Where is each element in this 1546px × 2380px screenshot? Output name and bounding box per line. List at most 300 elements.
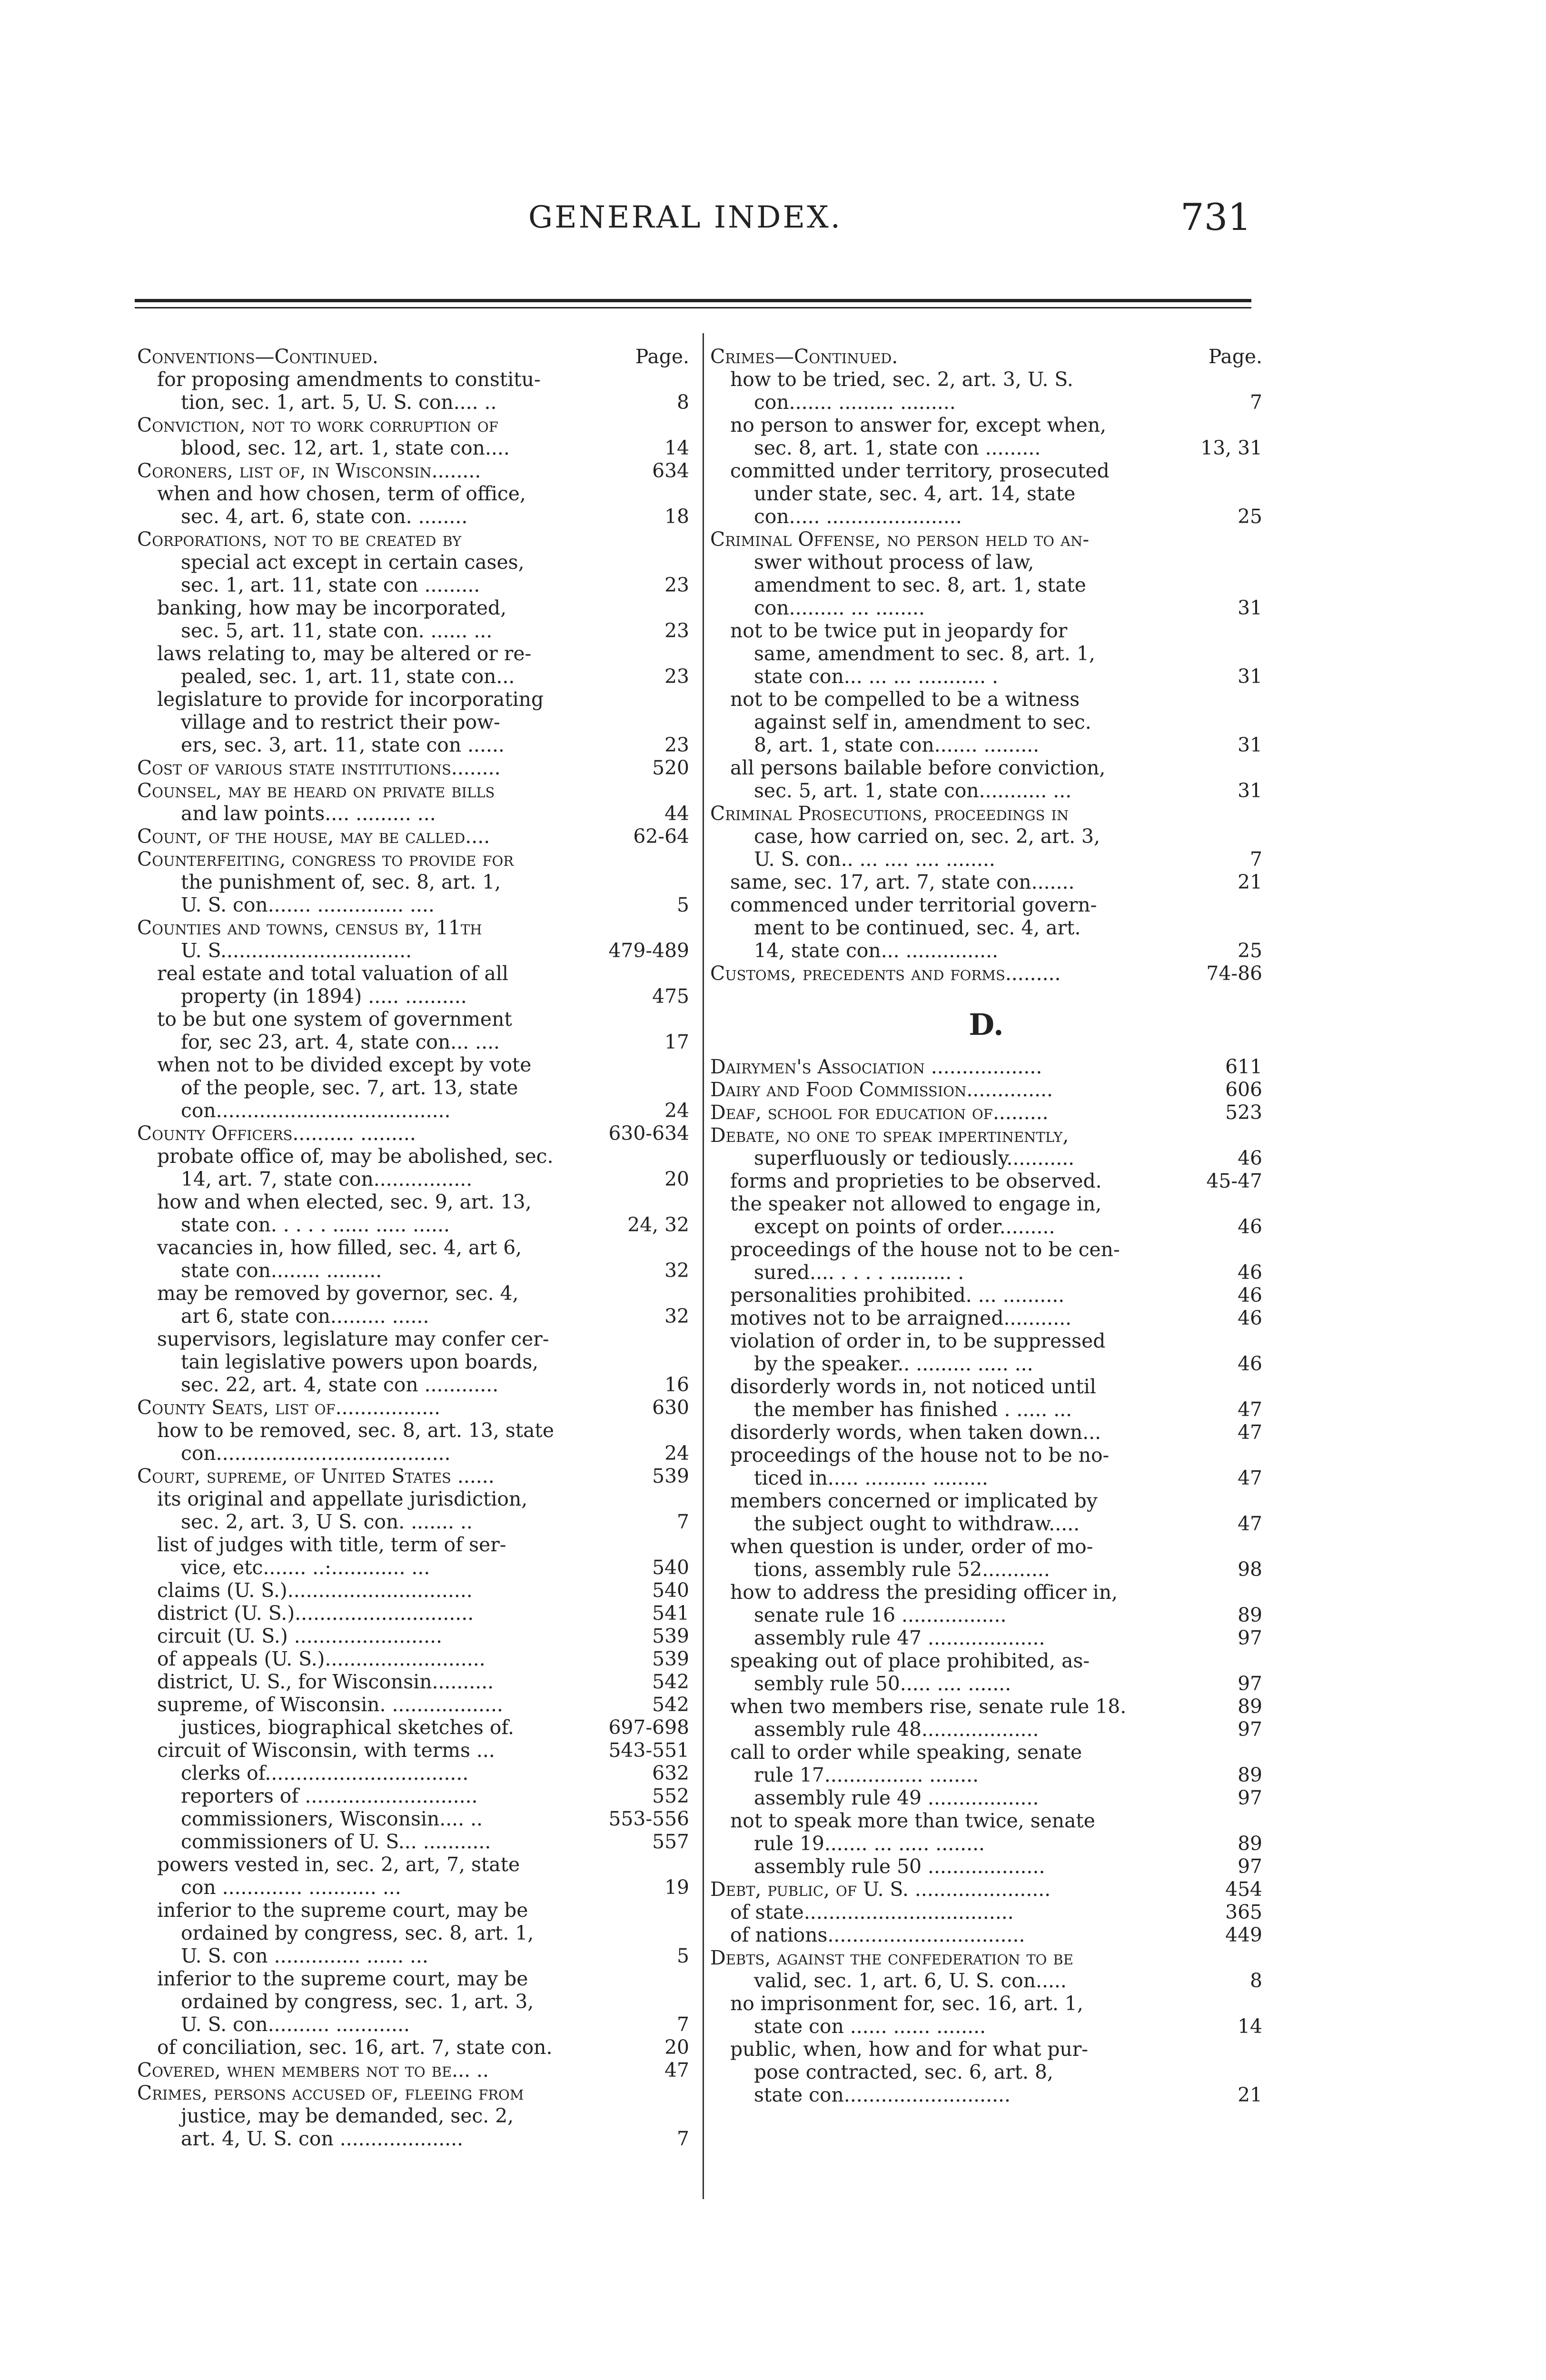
entry-text: Crimes, persons accused of, fleeing from [137, 2082, 524, 2104]
entry-page-number: 89 [1238, 1764, 1262, 1786]
entry-page-number: 365 [1225, 1901, 1262, 1924]
index-subentry [710, 1489, 1262, 1512]
entry-page-number: 98 [1238, 1558, 1262, 1581]
entry-text: rule 19....... ... ..... ........ [754, 1832, 985, 1855]
index-subentry [710, 596, 1262, 619]
index-entry [137, 1396, 689, 1419]
entry-page-number: Page. [1208, 345, 1262, 368]
entry-page-number: 479-489 [608, 939, 689, 962]
entry-text: speaking out of place prohibited, as- [730, 1649, 1090, 1672]
index-subentry [710, 574, 1262, 596]
index-subentry [710, 459, 1262, 482]
index-subentry [137, 1008, 689, 1031]
entry-text: banking, how may be incorporated, [157, 596, 507, 619]
index-subentry [137, 962, 689, 985]
entry-text: list of judges with title, term of ser- [157, 1533, 506, 1556]
index-subentry [710, 893, 1262, 916]
index-subentry [710, 1398, 1262, 1421]
index-entry [137, 756, 689, 779]
index-subentry [137, 939, 689, 962]
entry-text: disorderly words in, not noticed until [730, 1375, 1096, 1398]
entry-page-number: 475 [652, 985, 689, 1008]
entry-text: claims (U. S.).............................. [157, 1579, 473, 1602]
entry-page-number: 540 [652, 1579, 689, 1602]
entry-text: disorderly words, when taken down... [730, 1421, 1101, 1444]
entry-page-number: 5 [677, 893, 689, 916]
entry-text: con...................................... [181, 1099, 451, 1122]
entry-page-number: 46 [1238, 1215, 1262, 1238]
entry-text: U. S. con .............. ...... ... [181, 1944, 428, 1967]
entry-text: sec. 4, art. 6, state con. ........ [181, 505, 468, 528]
entry-text: when two members rise, senate rule 18. [730, 1695, 1127, 1718]
index-subentry [137, 1533, 689, 1556]
entry-text: commissioners, Wisconsin.... .. [181, 1807, 483, 1830]
entry-text: vice, etc....... ..:............ ... [181, 1556, 430, 1579]
entry-page-number: 7 [677, 2127, 689, 2150]
entry-text: may be removed by governor, sec. 4, [157, 1282, 519, 1305]
entry-text: when question is under, order of mo- [730, 1535, 1093, 1558]
entry-page-number: 539 [652, 1625, 689, 1647]
entry-text: commenced under territorial govern- [730, 893, 1097, 916]
entry-page-number: 8 [1250, 1969, 1262, 1992]
index-subentry [710, 1192, 1262, 1215]
entry-text: public, when, how and for what pur- [730, 2038, 1089, 2061]
index-subentry [710, 2061, 1262, 2083]
entry-text: Conventions—Continued. [137, 345, 378, 368]
header-rule-thin [135, 307, 1251, 308]
entry-text: sured.... . . . . .......... . [754, 1261, 964, 1284]
entry-page-number: 46 [1238, 1261, 1262, 1284]
entry-text: Count, of the house, may be called.... [137, 825, 490, 848]
index-subentry [710, 1375, 1262, 1398]
entry-text: sec. 1, art. 11, state con ......... [181, 574, 480, 596]
entry-page-number: 44 [664, 802, 689, 825]
entry-page-number: 18 [664, 505, 689, 528]
index-subentry [710, 1809, 1262, 1832]
entry-text: justice, may be demanded, sec. 2, [181, 2104, 514, 2127]
entry-text: sembly rule 50..... .... ....... [754, 1672, 1011, 1695]
index-subentry [710, 825, 1262, 848]
index-subentry [137, 1625, 689, 1647]
entry-text: all persons bailable before conviction, [730, 756, 1106, 779]
entry-page-number: 31 [1238, 665, 1262, 688]
index-subentry [137, 1282, 689, 1305]
index-entry [710, 962, 1262, 985]
index-subentry [710, 1170, 1262, 1192]
entry-page-number: 542 [652, 1670, 689, 1693]
index-entry [137, 459, 689, 482]
entry-text: justices, biographical sketches of. [181, 1716, 515, 1739]
entry-text: state con........ ......... [181, 1259, 382, 1282]
entry-text: motives not to be arraigned........... [730, 1307, 1072, 1329]
entry-page-number: 17 [664, 1031, 689, 1053]
entry-text: U. S. con.......... ............ [181, 2013, 410, 2036]
entry-text: sec. 5, art. 1, state con........... ... [754, 779, 1072, 802]
entry-text: district (U. S.)............................. [157, 1602, 474, 1625]
entry-text: 14, art. 7, state con................ [181, 1168, 473, 1190]
entry-text: state con. . . . . ...... ..... ...... [181, 1213, 450, 1236]
entry-text: tion, sec. 1, art. 5, U. S. con.... .. [181, 391, 497, 414]
entry-page-number: 47 [1238, 1398, 1262, 1421]
index-subentry [710, 1672, 1262, 1695]
index-subentry [710, 1421, 1262, 1444]
index-subentry [710, 1695, 1262, 1718]
index-subentry [710, 1558, 1262, 1581]
index-subentry [137, 1716, 689, 1739]
entry-text: property (in 1894) ..... .......... [181, 985, 467, 1008]
index-subentry [137, 482, 689, 505]
entry-text: inferior to the supreme court, may be [157, 1899, 528, 1922]
entry-text: commissioners of U. S... ........... [181, 1830, 491, 1853]
index-subentry [137, 1967, 689, 1990]
entry-page-number: 46 [1238, 1284, 1262, 1307]
entry-text: for proposing amendments to constitu- [157, 368, 541, 391]
index-subentry [710, 551, 1262, 574]
index-subentry [137, 505, 689, 528]
entry-page-number: 543-551 [608, 1739, 689, 1762]
entry-text: Criminal Offense, no person held to an- [710, 528, 1090, 551]
entry-text: how to be removed, sec. 8, art. 13, state [157, 1419, 554, 1442]
index-subentry [137, 1350, 689, 1373]
index-subentry [137, 1739, 689, 1762]
entry-text: Deaf, school for education of......... [710, 1101, 1049, 1124]
index-entry [710, 1878, 1262, 1901]
entry-page-number: 7 [677, 2013, 689, 2036]
index-subentry [710, 848, 1262, 871]
index-subentry [137, 1053, 689, 1076]
index-entry [137, 414, 689, 436]
right-index-column [710, 345, 1262, 2106]
index-subentry [137, 1259, 689, 1282]
index-subentry [137, 596, 689, 619]
index-subentry [710, 1969, 1262, 1992]
entry-text: special act except in certain cases, [181, 551, 525, 574]
entry-text: con ............. ........... ... [181, 1876, 401, 1899]
entry-page-number: 449 [1225, 1924, 1262, 1946]
entry-text: Court, supreme, of United States ...... [137, 1465, 495, 1488]
entry-page-number: 47 [1238, 1512, 1262, 1535]
entry-page-number: Page. [635, 345, 689, 368]
entry-page-number: 539 [652, 1465, 689, 1488]
index-subentry [137, 1213, 689, 1236]
index-subentry [710, 1444, 1262, 1467]
index-subentry [137, 551, 689, 574]
entry-text: Covered, when members not to be... .. [137, 2059, 489, 2082]
column-divider [703, 333, 704, 2199]
index-subentry [710, 642, 1262, 665]
entry-page-number: 5 [677, 1944, 689, 1967]
header-rule-thick [135, 299, 1251, 302]
index-subentry [137, 574, 689, 596]
index-subentry [137, 1853, 689, 1876]
index-subentry [137, 802, 689, 825]
index-subentry [137, 1922, 689, 1944]
entry-page-number: 24 [664, 1442, 689, 1465]
index-entry [710, 1055, 1262, 1078]
index-subentry [137, 1305, 689, 1328]
index-subentry [710, 756, 1262, 779]
entry-page-number: 89 [1238, 1832, 1262, 1855]
entry-text: district, U. S., for Wisconsin.......... [157, 1670, 494, 1693]
entry-page-number: 23 [664, 619, 689, 642]
entry-text: state con ...... ...... ........ [754, 2015, 986, 2038]
entry-text: Criminal Prosecutions, proceedings in [710, 802, 1069, 825]
entry-text: of appeals (U. S.).......................... [157, 1647, 486, 1670]
entry-page-number: 634 [652, 459, 689, 482]
entry-text: proceedings of the house not to be cen- [730, 1238, 1120, 1261]
index-subentry [710, 1307, 1262, 1329]
index-subentry [137, 2104, 689, 2127]
entry-text: the speaker not allowed to engage in, [730, 1192, 1102, 1215]
index-subentry [137, 1807, 689, 1830]
entry-page-number: 542 [652, 1693, 689, 1716]
index-subentry [137, 2127, 689, 2150]
entry-text: Counsel, may be heard on private bills [137, 779, 495, 802]
entry-text: Debts, against the confederation to be [710, 1946, 1073, 1969]
index-subentry [137, 1145, 689, 1168]
entry-page-number: 47 [664, 2059, 689, 2082]
index-entry [710, 345, 1262, 368]
index-entry [137, 779, 689, 802]
entry-page-number: 539 [652, 1647, 689, 1670]
index-entry [710, 1078, 1262, 1101]
entry-text: case, how carried on, sec. 2, art. 3, [754, 825, 1100, 848]
entry-page-number: 45-47 [1206, 1170, 1262, 1192]
entry-text: County Seats, list of................. [137, 1396, 441, 1419]
index-subentry [137, 1099, 689, 1122]
index-subentry [137, 391, 689, 414]
index-subentry [710, 1535, 1262, 1558]
index-subentry [137, 688, 689, 711]
entry-text: ticed in..... .......... ......... [754, 1467, 989, 1489]
index-subentry [710, 1649, 1262, 1672]
entry-page-number: 32 [664, 1305, 689, 1328]
index-subentry [710, 1467, 1262, 1489]
index-subentry [710, 1718, 1262, 1741]
section-letter: D. [969, 1007, 1004, 1042]
entry-page-number: 7 [677, 1510, 689, 1533]
entry-text: ment to be continued, sec. 4, art. [754, 916, 1081, 939]
entry-page-number: 14 [664, 436, 689, 459]
index-subentry [710, 1215, 1262, 1238]
entry-text: amendment to sec. 8, art. 1, state [754, 574, 1086, 596]
entry-page-number: 630 [652, 1396, 689, 1419]
index-subentry [137, 368, 689, 391]
index-subentry [710, 871, 1262, 893]
entry-page-number: 553-556 [608, 1807, 689, 1830]
entry-text: sec. 5, art. 11, state con. ...... ... [181, 619, 493, 642]
entry-text: Debt, public, of U. S. ...................... [710, 1878, 1051, 1901]
index-subentry [137, 985, 689, 1008]
entry-page-number: 520 [652, 756, 689, 779]
entry-text: and law points.... ......... ... [181, 802, 436, 825]
index-subentry [137, 1830, 689, 1853]
index-entry [137, 848, 689, 871]
entry-page-number: 611 [1225, 1055, 1262, 1078]
entry-text: sec. 8, art. 1, state con ......... [754, 436, 1041, 459]
entry-text: Debate, no one to speak impertinently, [710, 1124, 1069, 1147]
page-title: GENERAL INDEX. [528, 200, 842, 235]
entry-text: committed under territory, prosecuted [730, 459, 1110, 482]
entry-page-number: 19 [664, 1876, 689, 1899]
entry-text: laws relating to, may be altered or re- [157, 642, 532, 665]
entry-text: assembly rule 48................... [754, 1718, 1039, 1741]
index-subentry [137, 642, 689, 665]
index-subentry [137, 1168, 689, 1190]
entry-page-number: 540 [652, 1556, 689, 1579]
index-subentry [710, 482, 1262, 505]
entry-page-number: 632 [652, 1762, 689, 1785]
entry-text: forms and proprieties to be observed. [730, 1170, 1102, 1192]
entry-text: powers vested in, sec. 2, art, 7, state [157, 1853, 520, 1876]
entry-page-number: 25 [1238, 939, 1262, 962]
entry-page-number: 14 [1238, 2015, 1262, 2038]
entry-page-number: 16 [664, 1373, 689, 1396]
index-subentry [710, 436, 1262, 459]
index-subentry [710, 2038, 1262, 2061]
index-entry [137, 825, 689, 848]
entry-text: not to be compelled to be a witness [730, 688, 1080, 711]
index-subentry [137, 871, 689, 893]
entry-page-number: 454 [1225, 1878, 1262, 1901]
entry-page-number: 552 [652, 1785, 689, 1807]
entry-text: assembly rule 47 ................... [754, 1626, 1045, 1649]
entry-text: real estate and total valuation of all [157, 962, 508, 985]
entry-text: senate rule 16 ................. [754, 1604, 1007, 1626]
entry-text: sec. 22, art. 4, state con ............ [181, 1373, 499, 1396]
index-subentry [710, 414, 1262, 436]
index-subentry [710, 1581, 1262, 1604]
entry-text: not to be twice put in jeopardy for [730, 619, 1068, 642]
entry-text: Coroners, list of, in Wisconsin........ [137, 459, 481, 482]
entry-text: when and how chosen, term of office, [157, 482, 526, 505]
entry-page-number: 97 [1238, 1626, 1262, 1649]
index-subentry [137, 1488, 689, 1510]
index-subentry [710, 1261, 1262, 1284]
left-index-column [137, 345, 689, 2150]
entry-page-number: 32 [664, 1259, 689, 1282]
index-subentry [137, 1442, 689, 1465]
entry-text: how to address the presiding officer in, [730, 1581, 1118, 1604]
index-subentry [137, 1899, 689, 1922]
index-subentry [710, 1512, 1262, 1535]
index-subentry [710, 1786, 1262, 1809]
entry-text: same, sec. 17, art. 7, state con....... [730, 871, 1075, 893]
entry-text: same, amendment to sec. 8, art. 1, [754, 642, 1095, 665]
index-subentry [137, 1510, 689, 1533]
index-subentry [710, 1992, 1262, 2015]
entry-text: of the people, sec. 7, art. 13, state [181, 1076, 518, 1099]
entry-text: superfluously or tediously........... [754, 1147, 1075, 1170]
index-subentry [710, 916, 1262, 939]
entry-page-number: 23 [664, 665, 689, 688]
index-subentry [137, 1944, 689, 1967]
index-entry [137, 2082, 689, 2104]
index-entry [137, 528, 689, 551]
entry-text: County Officers.......... ......... [137, 1122, 416, 1145]
index-subentry [137, 665, 689, 688]
entry-text: Customs, precedents and forms......... [710, 962, 1061, 985]
entry-text: when not to be divided except by vote [157, 1053, 532, 1076]
entry-text: inferior to the supreme court, may be [157, 1967, 528, 1990]
entry-text: the member has finished . ..... ... [754, 1398, 1072, 1421]
index-subentry [137, 1647, 689, 1670]
entry-page-number: 23 [664, 574, 689, 596]
entry-page-number: 46 [1238, 1307, 1262, 1329]
entry-text: personalities prohibited. ... .......... [730, 1284, 1065, 1307]
entry-text: call to order while speaking, senate [730, 1741, 1082, 1764]
index-subentry [137, 1579, 689, 1602]
entry-text: art 6, state con......... ...... [181, 1305, 429, 1328]
page-header [0, 196, 1546, 252]
entry-page-number: 13, 31 [1200, 436, 1262, 459]
entry-text: tain legislative powers upon boards, [181, 1350, 539, 1373]
index-subentry [137, 1236, 689, 1259]
index-subentry [710, 1626, 1262, 1649]
entry-text: U. S. con....... .............. .... [181, 893, 435, 916]
entry-text: state con........................... [754, 2083, 1011, 2106]
index-subentry [137, 1556, 689, 1579]
index-entry [137, 1122, 689, 1145]
index-subentry [137, 1876, 689, 1899]
entry-text: proceedings of the house not to be no- [730, 1444, 1110, 1467]
entry-text: how and when elected, sec. 9, art. 13, [157, 1190, 532, 1213]
entry-page-number: 21 [1238, 2083, 1262, 2106]
entry-page-number: 31 [1238, 734, 1262, 756]
index-subentry [710, 688, 1262, 711]
entry-text: not to speak more than twice, senate [730, 1809, 1095, 1832]
entry-text: under state, sec. 4, art. 14, state [754, 482, 1076, 505]
entry-page-number: 21 [1238, 871, 1262, 893]
index-entry [137, 916, 689, 939]
entry-text: state con... ... ... ........... . [754, 665, 999, 688]
entry-text: U. S............................... [181, 939, 412, 962]
index-subentry [710, 1147, 1262, 1170]
index-entry [710, 802, 1262, 825]
entry-text: ordained by congress, sec. 8, art. 1, [181, 1922, 534, 1944]
entry-page-number: 541 [652, 1602, 689, 1625]
entry-text: for, sec 23, art. 4, state con... .... [181, 1031, 500, 1053]
index-subentry [710, 711, 1262, 734]
index-subentry [710, 939, 1262, 962]
index-subentry [710, 368, 1262, 391]
entry-text: vacancies in, how filled, sec. 4, art 6, [157, 1236, 522, 1259]
index-subentry [137, 1602, 689, 1625]
entry-text: art. 4, U. S. con .................... [181, 2127, 464, 2150]
entry-page-number: 20 [664, 2036, 689, 2059]
entry-text: sec. 2, art. 3, U S. con. ....... .. [181, 1510, 473, 1533]
index-subentry [137, 1670, 689, 1693]
entry-text: how to be tried, sec. 2, art. 3, U. S. [730, 368, 1073, 391]
index-subentry [137, 893, 689, 916]
entry-page-number: 97 [1238, 1855, 1262, 1878]
index-subentry [710, 505, 1262, 528]
index-subentry [710, 1901, 1262, 1924]
entry-text: con..... ...................... [754, 505, 962, 528]
index-subentry [710, 1352, 1262, 1375]
entry-text: probate office of, may be abolished, sec. [157, 1145, 554, 1168]
entry-page-number: 557 [652, 1830, 689, 1853]
entry-text: Dairymen's Association .................. [710, 1055, 1042, 1078]
index-subentry [137, 1076, 689, 1099]
index-subentry [710, 1604, 1262, 1626]
index-entry [137, 345, 689, 368]
entry-text: blood, sec. 12, art. 1, state con.... [181, 436, 510, 459]
entry-text: except on points of order......... [754, 1215, 1055, 1238]
entry-text: assembly rule 50 ................... [754, 1855, 1045, 1878]
entry-text: to be but one system of government [157, 1008, 512, 1031]
entry-page-number: 7 [1250, 391, 1262, 414]
